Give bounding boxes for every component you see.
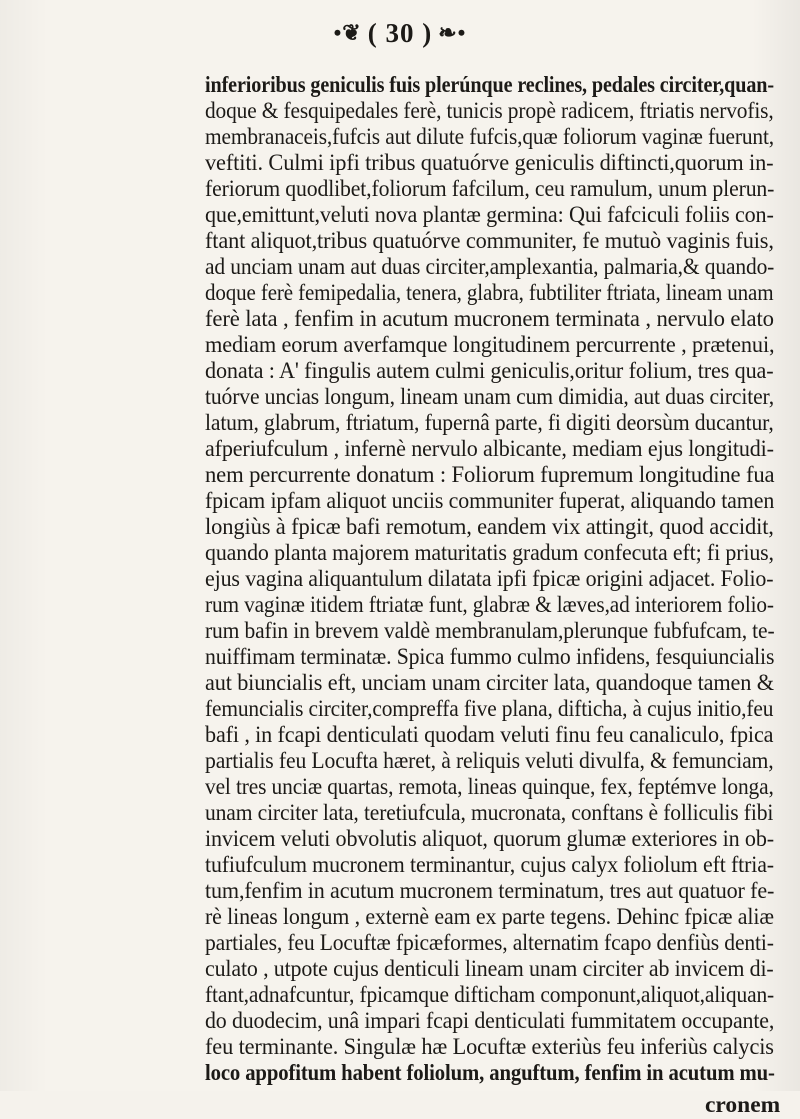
text-line: nuiffimam terminatæ. Spica fummo culmo infidens, fesquiuncialis — [205, 644, 775, 670]
text-line: rum vaginæ itidem ftriatæ funt, glabræ & læves,ad interiorem folio- — [205, 592, 774, 618]
text-line: mediam eorum averfamque longitudinem percurrente , prætenui, — [205, 332, 775, 358]
text-line: partiales, feu Locuftæ fpicæformes, alternatim fcapo denfiùs denti- — [205, 930, 774, 956]
page-number: ( 30 ) — [367, 18, 433, 48]
text-line: que,emittunt,veluti nova plantæ germina: Qui fafciculi foliis con- — [205, 202, 774, 228]
text-line: unam circiter lata, teretiufcula, mucronata, conftans è folliculis fibi — [205, 800, 774, 826]
text-line: ftant,adnafcuntur, fpicamque difticham componunt,aliquot,aliquan- — [205, 982, 775, 1008]
text-line: rè lineas longum , externè eam ex parte tegens. Dehinc fpicæ aliæ — [205, 904, 774, 930]
text-line: rum bafin in brevem valdè membranulam,plerunque fubfufcam, te- — [205, 618, 775, 644]
text-line: vel tres unciæ quartas, remota, lineas quinque, fex, feptémve longa, — [205, 774, 774, 800]
text-line: quando planta majorem maturitatis gradum confecuta eft; fi prius, — [205, 540, 774, 566]
text-line: tum,fenfim in acutum mucronem terminatum, tres aut quatuor fe- — [205, 878, 775, 904]
catchword: cronem — [705, 1092, 781, 1118]
text-line: partialis feu Locufta hæret, à reliquis veluti divulfa, & femunciam, — [205, 748, 774, 774]
text-line: afperiufculum , infernè nervulo albicante, mediam ejus longitudi- — [205, 436, 774, 462]
page-header — [0, 18, 800, 49]
text-line: ad unciam unam aut duas circiter,amplexantia, palmaria,& quando- — [205, 254, 775, 280]
text-line: fpicam ipfam aliquot unciis communiter fuperat, aliquando tamen — [205, 488, 775, 514]
text-line: ferè lata , fenfim in acutum mucronem terminata , nervulo elato — [205, 306, 774, 332]
text-line: feriorum quodlibet,foliorum fafcilum, ceu ramulum, unum plerun- — [205, 176, 775, 202]
text-line: doque ferè femipedalia, tenera, glabra, fubtiliter ftriata, lineam unam — [205, 280, 774, 306]
text-line: femuncialis circiter,compreffa five plana, difticha, à cujus initio,feu — [205, 696, 774, 722]
text-line: doque & fesquipedales ferè, tunicis propè radicem, ftriatis nervofis, — [205, 98, 774, 124]
text-line: membranaceis,fufcis aut dilute fufcis,quæ foliorum vaginæ fuerunt, — [205, 124, 775, 150]
text-line: tuórve uncias longum, lineam unam cum dimidia, aut duas circiter, — [205, 384, 775, 410]
left-ornament-icon: •❦ — [333, 20, 362, 45]
text-line: veftiti. Culmi ipfi tribus quatuórve geniculis diftincti,quorum in- — [205, 150, 774, 176]
text-line: ftant aliquot,tribus quatuórve communiter, fe mutuò vaginis fuis, — [205, 228, 774, 254]
text-line: nem percurrente donatum : Foliorum fupremum longitudine fua — [205, 462, 775, 488]
text-line: inferioribus geniculis fuis plerúnque reclines, pedales circiter,quan- — [205, 72, 774, 98]
text-line: bafi , in fcapi denticulati quodam veluti finu feu canaliculo, fpica — [205, 722, 774, 748]
text-line: latum, glabrum, ftriatum, fupernâ parte, fi digiti deorsùm ducantur, — [205, 410, 774, 436]
text-line: culato , utpote cujus denticuli lineam unam circiter ab invicem di- — [205, 956, 774, 982]
text-line: loco appofitum habent foliolum, anguftum, fenfim in acutum mu- — [205, 1060, 775, 1086]
text-line: invicem veluti obvolutis aliquot, quorum glumæ exteriores in ob- — [205, 826, 774, 852]
text-line: donata : A' fingulis autem culmi geniculis,oritur folium, tres qua- — [205, 358, 774, 384]
right-ornament-icon: ❧• — [438, 20, 467, 45]
text-line: tufiufculum mucronem terminantur, cujus calyx foliolum eft ftria- — [205, 852, 774, 878]
text-line: do duodecim, unâ impari fcapi denticulati fummitatem occupante, — [205, 1008, 775, 1034]
text-line: ejus vagina aliquantulum dilatata ipfi fpicæ origini adjacet. Folio- — [205, 566, 774, 592]
text-line: aut biuncialis eft, unciam unam circiter lata, quandoque tamen & — [205, 670, 774, 696]
text-line: longiùs à fpicæ bafi remotum, eandem vix attingit, quod accidit, — [205, 514, 774, 540]
text-line: feu terminante. Singulæ hæ Locuftæ exteriùs feu inferiùs calycis — [205, 1034, 774, 1060]
